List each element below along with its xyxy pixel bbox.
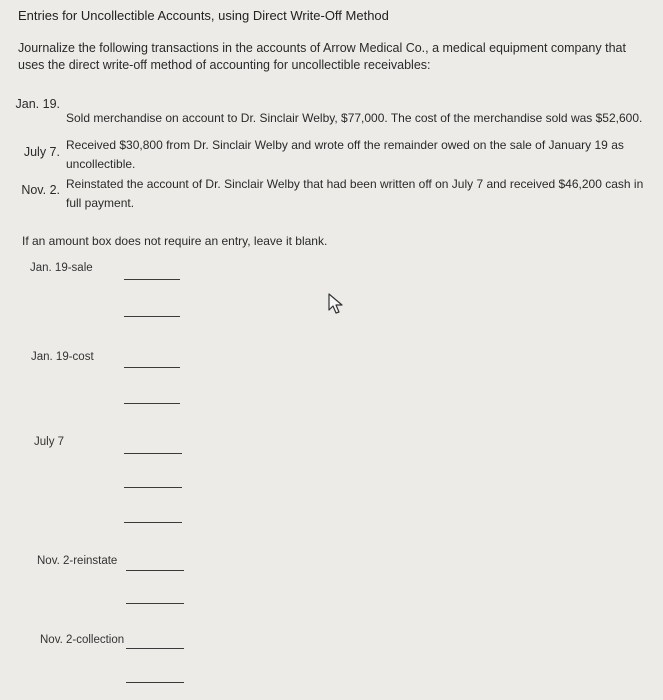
transaction-desc-nov2: Reinstated the account of Dr. Sinclair Welby that had been written off on July 7 and received $46,200 cash in full payment. <box>66 177 644 210</box>
entry-blank-jan19-cost-1[interactable] <box>124 367 180 368</box>
entry-blank-jan19-sale-1[interactable] <box>124 279 180 280</box>
entry-blank-nov2-collection-1[interactable] <box>126 648 184 649</box>
mouse-cursor-icon <box>327 293 347 315</box>
entry-blank-july7-2[interactable] <box>124 487 182 488</box>
entry-blank-july7-1[interactable] <box>124 453 182 454</box>
transaction-date-jan19: Jan. 19. <box>15 97 60 111</box>
entry-label-july7: July 7 <box>34 436 65 448</box>
entry-label-nov2-collection: Nov. 2-collection <box>40 634 125 646</box>
entry-label-jan19-cost: Jan. 19-cost <box>31 351 94 363</box>
blank-entry-note: If an amount box does not require an entry, leave it blank. <box>22 234 328 248</box>
transaction-desc-july7: Received $30,800 from Dr. Sinclair Welby and wrote off the remainder owed on the sale of January 19 as uncollectible. <box>66 138 624 171</box>
entry-blank-nov2-reinstate-2[interactable] <box>126 603 184 604</box>
entry-blank-jan19-sale-2[interactable] <box>124 316 180 317</box>
entry-label-nov2-reinstate: Nov. 2-reinstate <box>37 555 118 567</box>
entry-blank-jan19-cost-2[interactable] <box>124 403 180 404</box>
transaction-date-july7: July 7. <box>23 145 60 159</box>
entry-blank-nov2-reinstate-1[interactable] <box>126 570 184 571</box>
page-title: Entries for Uncollectible Accounts, using Direct Write-Off Method <box>18 8 389 23</box>
transaction-desc-jan19: Sold merchandise on account to Dr. Sinclair Welby, $77,000. The cost of the merchandise sold was $52,600. <box>66 111 643 125</box>
entry-blank-july7-3[interactable] <box>124 522 182 523</box>
transaction-date-nov2: Nov. 2. <box>21 183 60 197</box>
instructions-text: Journalize the following transactions in the accounts of Arrow Medical Co., a medical equipment company that uses the direct write-off method of accounting for uncollectible receivables: <box>18 41 626 72</box>
entry-blank-nov2-collection-2[interactable] <box>126 682 184 683</box>
entry-label-jan19-sale: Jan. 19-sale <box>30 262 93 274</box>
